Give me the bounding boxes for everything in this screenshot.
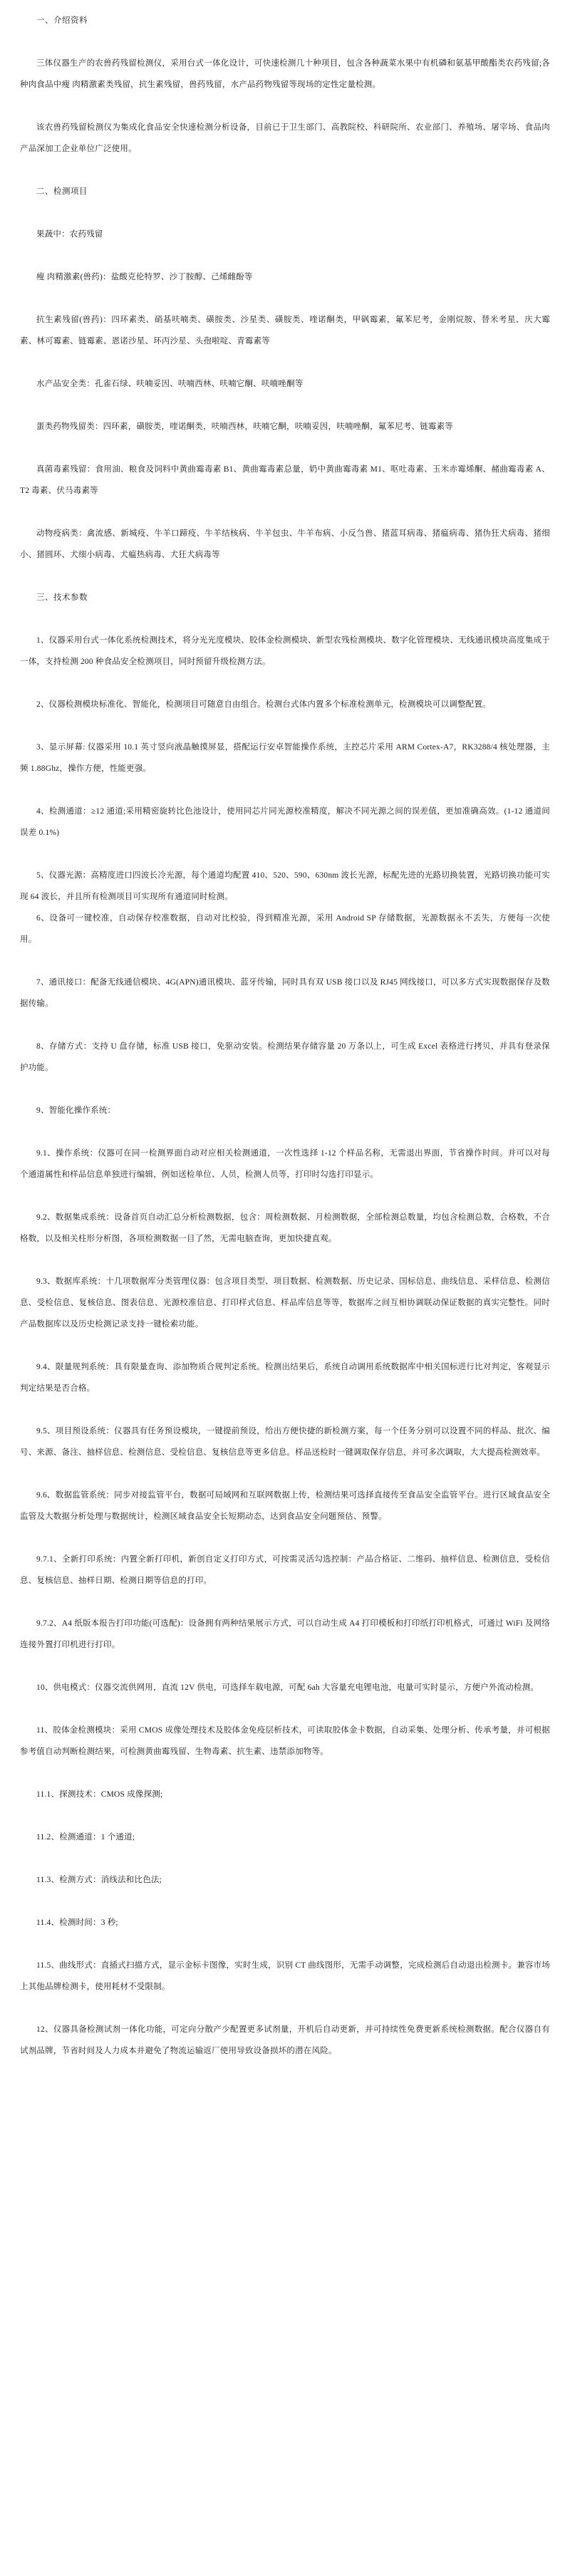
- spec-item-1: 1、仪器采用台式一体化系统检测技术，将分光光度模块、胶体金检测模块、新型农残检测模块、数字化管理模块、无线通讯模块高度集成于一体，支持检测 200 种食品安全检测项目，同时预留升级检测方法。: [20, 636, 550, 666]
- spec-item-3: 3、显示屏幕: 仪器采用 10.1 英寸竖向液晶触摸屏显，搭配运行安卓智能操作系统，主控芯片采用 ARM Cortex-A7，RK3288/4 核处理器，主频 1.88Ghz，操作方便，性能更强。: [20, 743, 550, 773]
- spacer: [20, 1185, 550, 1207]
- spacer: [20, 608, 550, 630]
- spacer: [20, 95, 550, 117]
- section-1-heading: 一、介绍资料: [36, 16, 88, 25]
- section-2-paragraph-6: 真菌毒素残留：食用油、粮食及饲料中黄曲霉毒素 B1、黄曲霉毒素总量，奶中黄曲霉毒素 M1、呕吐毒素、玉米赤霉烯酮、赭曲霉毒素 A、T2 毒素、伏马毒素等: [20, 465, 550, 495]
- spec-item-9-4: 9.4、限量规判系统：具有限量查询、添加物质合规判定系统。检测出结果后，系统自动调用系统数据库中相关国标进行比对判定，客观显示判定结果是否合格。: [20, 1363, 550, 1393]
- spec-item-11-3: 11.3、检测方式：消线法和比色法;: [36, 1876, 162, 1884]
- spec-item-8: 8、存储方式：支持 U 盘存储，标准 USB 接口，免驱动安装。检测结果存储容量 20 万条以上，可生成 Excel 表格进行拷贝，并具有登录保护功能。: [20, 1042, 550, 1072]
- spacer: [20, 1998, 550, 2019]
- spec-item-5: 5、仪器光源：高精度进口四波长冷光源，每个通道均配置 410、520、590、630nm 波长光源，标配先进的光路切换装置，光路切换功能可实现 64 波长，并且所有检测项目可实现所有通道同时检测。: [20, 871, 550, 901]
- spacer: [20, 843, 550, 865]
- spacer: [20, 1891, 550, 1912]
- spacer: [20, 566, 550, 587]
- section-2-heading: 二、检测项目: [36, 187, 88, 196]
- section-1-paragraph-2: 该农兽药残留检测仪为集成化食品安全快速检测分析设备，目前已于卫生部门、高教院校、科研院所、农业部门、养殖场、屠宰场、食品肉产品深加工企业单位广泛使用。: [20, 123, 550, 153]
- spacer: [20, 1250, 550, 1271]
- spacer: [20, 31, 550, 53]
- spec-item-9-7-1: 9.7.1、全新打印系统：内置全新打印机，新创自定义打印方式，可按需灵活勾选控制：产品合格证、二维码、抽样信息、检测信息，受检信息、复核信息、抽样日期、检测日期等信息的打印。: [20, 1555, 550, 1585]
- spec-item-9-6: 9.6、数据监管系统：同步对接监管平台，数据可局域网和互联网数据上传，检测结果可选择直接传至食品安全监管平台。进行区域食品安全监管及大数据分析处理与数据统计，检测区域食品安全长短期动态，达到食品安全问题预估、预警。: [20, 1491, 550, 1521]
- spacer: [20, 1527, 550, 1549]
- spacer: [20, 1014, 550, 1036]
- spacer: [20, 1079, 550, 1100]
- section-2-paragraph-3: 抗生素残留(兽药)：四环素类、硝基呋喃类、磺胺类、沙星类、磺胺类、喹诺酮类，甲砜霉素，氟苯尼考，金刚烷胺、替米考星、庆大霉素、林可霉素、链霉素、恩诺沙星、环丙沙星、头孢啦啶、青霉素等: [20, 316, 550, 346]
- section-2-paragraph-4: 水产品安全类：孔雀石绿、呋喃妥因、呋喃西林、呋喃它酮、呋喃唑酮等: [36, 380, 304, 388]
- section-2-paragraph-2: 瘦 肉精激素(兽药)：盐酸克伦特罗、沙丁胺醇、己烯雌酚等: [36, 273, 253, 281]
- spacer: [20, 1762, 550, 1784]
- spacer: [20, 1591, 550, 1613]
- spec-item-11-2: 11.2、检测通道：1 个通道;: [36, 1833, 135, 1842]
- spec-item-9: 9、智能化操作系统：: [36, 1106, 116, 1115]
- spacer: [20, 1399, 550, 1421]
- spacer: [20, 672, 550, 694]
- spec-item-7: 7、通讯接口：配备无线通信模块、4G(APN)通讯模块、蓝牙传输，同时具有双 USB 接口以及 RJ45 网线接口，可以多方式实现数据保存及数据传输。: [20, 978, 550, 1008]
- spec-item-10: 10、供电模式：仪器交流供网用，直流 12V 供电，可选择车载电源，可配 6ah 大容量充电锂电池，电量可实时显示，方便户外流动检测。: [36, 1683, 539, 1692]
- spec-item-9-7-2: 9.7.2、A4 纸版本报告打印功能(可选配)：设备拥有两种结果展示方式，可以自动生成 A4 打印模板和打印纸打印机格式，可通过 WiFi 及网络连接外置打印机进行打印。: [20, 1619, 550, 1649]
- spec-item-11-4: 11.4、检测时间：3 秒;: [36, 1918, 118, 1927]
- spacer: [20, 1463, 550, 1485]
- spec-item-9-3: 9.3、数据库系统：十几项数据库分类管理仪器：包含项目类型、项目数据、检测数据、历史记录、国标信息、曲线信息、采样信息、检测信息、受检信息、复核信息、图表信息、光源校准信息、打印样式信息、样品库信息等等，数据库之间互相协调联动保证数据的真实完整性。同时产品数据库以及历史检测记录支持一键检索功能。: [20, 1277, 550, 1329]
- spec-item-11-5: 11.5、曲线形式：直插式扫描方式，显示金标卡图像，实时生成，识别 CT 曲线图形，无需手动调整，完成检测后自动退出检测卡。兼容市场上其他品牌检测卡，使用耗材不受限制。: [20, 1961, 550, 1991]
- spec-item-11-1: 11.1、探测技术：CMOS 成像探测;: [36, 1790, 163, 1799]
- spec-item-4: 4、检测通道：≥12 通道;采用精密旋转比色池设计，使用同芯片同光源校准精度，解决不同光源之间的误差值，更加准确高效。(1-12 通道间误差 0.1%): [20, 807, 550, 837]
- section-2-paragraph-7: 动物疫病类：禽流感、新城疫、牛羊口蹄疫、牛羊结核病、牛羊包虫、牛羊布病、小反刍兽、猪蓝耳病毒、猪瘟病毒、猪伪狂犬病毒、猪细小、猪圆环、犬细小病毒、犬瘟热病毒、犬狂犬病毒等: [20, 529, 550, 559]
- spacer: [20, 502, 550, 523]
- spec-item-9-1: 9.1、操作系统：仪器可在同一检测界面自动对应相关检测通道，一次性选择 1-12 个样品名称，无需退出界面，节省操作时间。并可以对每个通道属性和样品信息单独进行编辑，例如送检单位、人员，检测人员等，打印时勾选打印显示。: [20, 1149, 550, 1179]
- spec-item-9-5: 9.5、项目预设系统：仪器具有任务预设模块，一键提前预设，给出方便快捷的新检测方案，每一个任务分别可以设置不同的样品、批次、编号、来源、备注、抽样信息、检测信息、受检信息、复核信息等更多信息。样品送检时一键调取保存信息，并可多次调取，大大提高检测效率。: [20, 1427, 550, 1457]
- section-1-paragraph-1: 三体仪器生产的农兽药残留检测仪，采用台式一体化设计，可快速检测几十种项目，包含各种蔬菜水果中有机磷和氨基甲酸酯类农药残留;各种肉食品中瘦 肉精激素类残留，抗生素残留，兽药残留，水产品药物残留等现场的定性定量检测。: [20, 59, 550, 89]
- section-2-paragraph-1: 果蔬中：农药残留: [36, 230, 103, 239]
- spacer: [20, 1933, 550, 1955]
- spec-item-2: 2、仪器检测模块标准化、智能化，检测项目可随意自由组合。检测台式体内置多个标准检测单元，检测模块可以调整配置。: [36, 700, 491, 709]
- spacer: [20, 950, 550, 972]
- spacer: [20, 1805, 550, 1827]
- spacer: [20, 245, 550, 266]
- spec-item-9-2: 9.2、数据集成系统：设备首页自动汇总分析检测数据，包含：周检测数据、月检测数据，全部检测总数量，均包含检测总数，合格数，不合格数，以及相关柱形分析图，各项检测数据一目了然，无需电脑查询，更加快捷直观。: [20, 1213, 550, 1243]
- spacer: [20, 715, 550, 737]
- spacer: [20, 1848, 550, 1869]
- spacer: [20, 1656, 550, 1677]
- spacer: [20, 1121, 550, 1143]
- spacer: [20, 160, 550, 181]
- spec-item-11: 11、胶体金检测模块：采用 CMOS 成像处理技术及胶体金免疫层析技术，可读取胶体金卡数据，自动采集、处理分析、传承考量，并可根据参考值自动判断检测结果，可检测黄曲霉残留、生物毒素、抗生素、违禁添加物等。: [20, 1726, 550, 1756]
- spacer: [20, 202, 550, 224]
- spec-item-6: 6、设备可一键校准，自动保存校准数据，自动对比校验，得到精准光源，采用 Android SP 存储数据，光源数据永不丢失，方便每一次使用。: [20, 914, 550, 944]
- spacer: [20, 1335, 550, 1356]
- spacer: [20, 288, 550, 309]
- section-2-paragraph-5: 蛋类药物残留类：四环素，磺胺类，喹诺酮类，呋喃西林，呋喃它酮，呋喃妥因，呋喃唑酮，氟苯尼考、链霉素等: [36, 422, 453, 431]
- spacer: [20, 437, 550, 459]
- spacer: [20, 395, 550, 416]
- spec-item-12: 12、仪器具备检测试剂一体化功能，可定向分散产少配置更多试剂量，开机后自动更新，并可持续性免费更新系统检测数据。配合仪器自有试剂品牌，节省时间及人力成本并避免了物流运输返厂使用导致设备损坏的潜在风险。: [20, 2025, 550, 2055]
- spacer: [20, 779, 550, 801]
- section-3-heading: 三、技术参数: [36, 593, 88, 602]
- spacer: [20, 352, 550, 373]
- spacer: [20, 1698, 550, 1720]
